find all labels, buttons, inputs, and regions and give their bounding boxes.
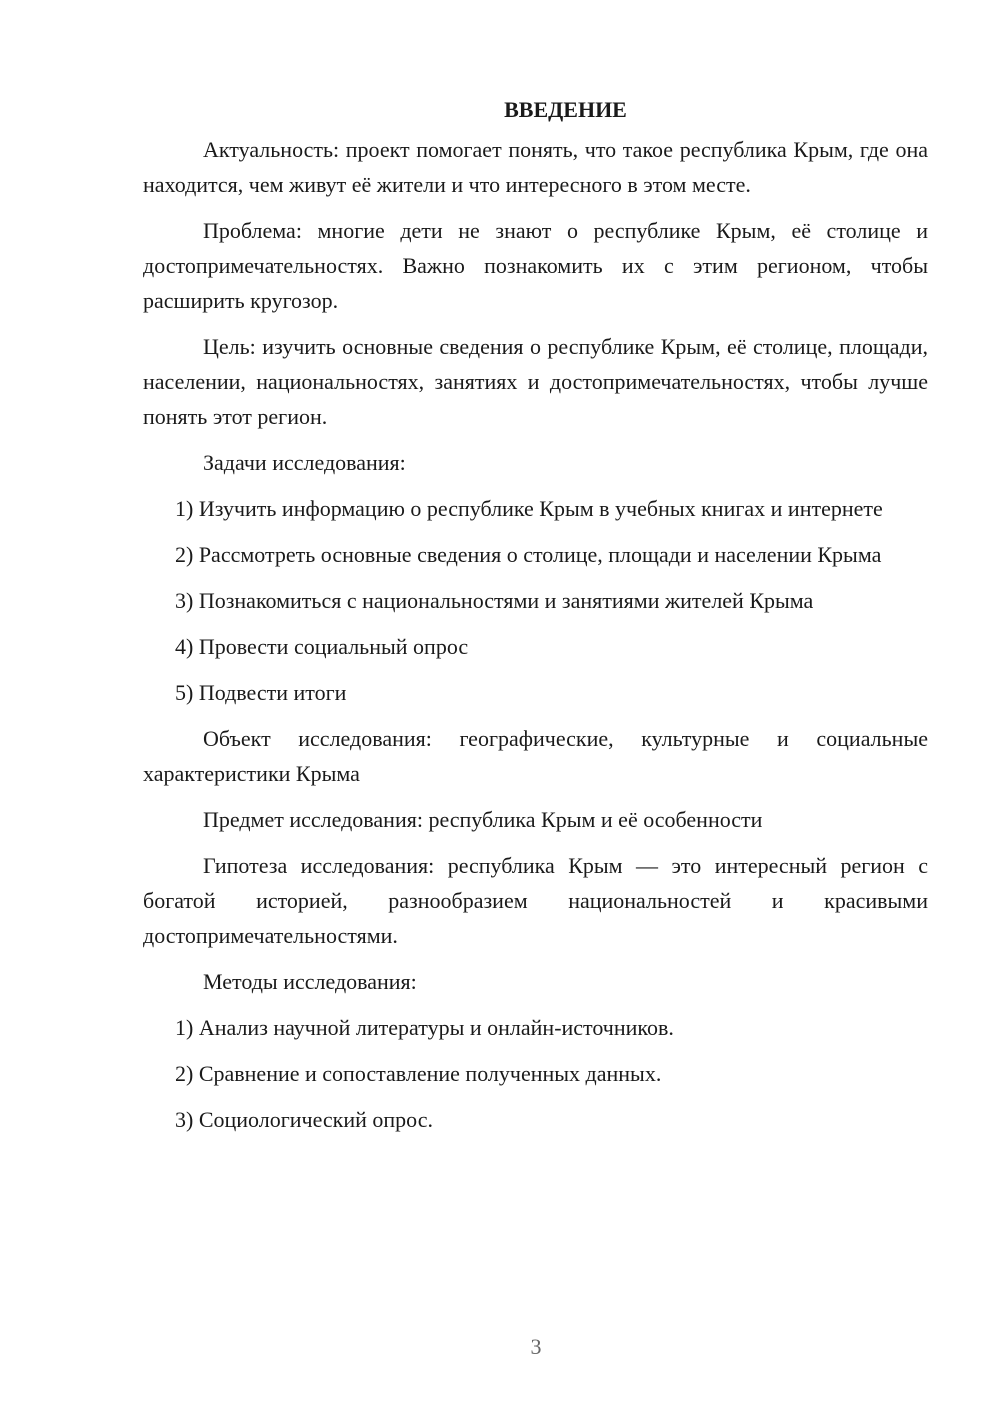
hypothesis-paragraph: Гипотеза исследования: республика Крым — это интересный регион с богатой историей, разнообразием национальностей и красивыми достопримечательностями. <box>143 853 928 948</box>
goal-paragraph: Цель: изучить основные сведения о республике Крым, её столице, площади, населении, национальностях, занятиях и достопримечательностях, чтобы лучше понять этот регион. <box>143 334 928 429</box>
task-item: 2) Рассмотреть основные сведения о столице, площади и населении Крыма <box>175 542 882 567</box>
object-paragraph: Объект исследования: географические, культурные и социальные характеристики Крыма <box>143 726 928 786</box>
relevance-paragraph: Актуальность: проект помогает понять, что такое республика Крым, где она находится, чем живут её жители и что интересного в этом месте. <box>143 137 928 197</box>
page-number: 3 <box>530 1334 542 1359</box>
task-item: 5) Подвести итоги <box>175 680 347 705</box>
method-item: 3) Социологический опрос. <box>175 1107 433 1132</box>
task-item: 3) Познакомиться с национальностями и занятиями жителей Крыма <box>175 588 814 613</box>
task-item: 1) Изучить информацию о республике Крым в учебных книгах и интернете <box>175 496 883 521</box>
task-item: 4) Провести социальный опрос <box>175 634 469 659</box>
method-item: 2) Сравнение и сопоставление полученных данных. <box>175 1061 662 1086</box>
problem-paragraph: Проблема: многие дети не знают о республике Крым, её столице и достопримечательностях. Важно познакомить их с этим регионом, чтобы расширить кругозор. <box>143 218 928 313</box>
document-page <box>143 92 928 1148</box>
methods-heading: Методы исследования: <box>203 969 417 994</box>
page-title: ВВЕДЕНИЕ <box>504 97 627 122</box>
tasks-heading: Задачи исследования: <box>203 450 406 475</box>
subject-paragraph: Предмет исследования: республика Крым и её особенности <box>203 807 763 832</box>
method-item: 1) Анализ научной литературы и онлайн-источников. <box>175 1015 674 1040</box>
